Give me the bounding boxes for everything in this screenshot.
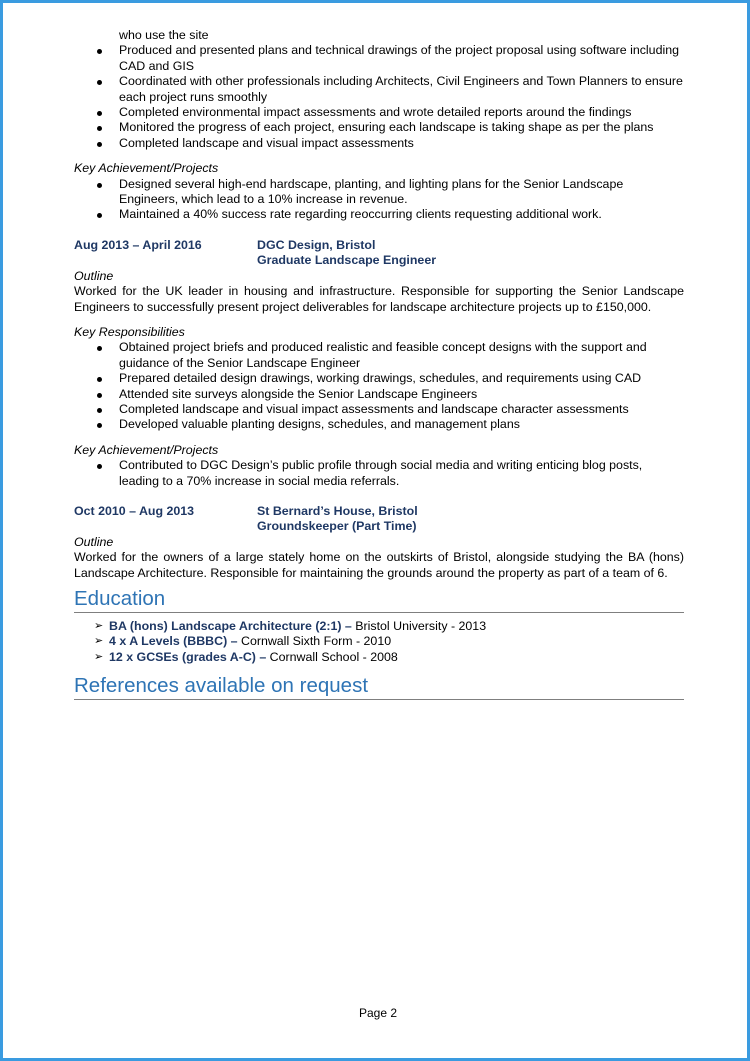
education-heading: Education	[74, 587, 684, 613]
job2-achievements	[74, 458, 684, 489]
list-item: Prepared detailed design drawings, working drawings, schedules, and requirements using CAD	[119, 371, 684, 386]
list-item	[109, 634, 684, 649]
list-item: Maintained a 40% success rate regarding reoccurring clients requesting additional work.	[119, 207, 684, 222]
qualification: 4 x A Levels (BBBC) –	[109, 634, 238, 649]
job1-achievements	[74, 177, 684, 223]
list-item: Developed valuable planting designs, schedules, and management plans	[119, 417, 684, 432]
list-item: Monitored the progress of each project, ensuring each landscape is taking shape as per the plans	[119, 120, 684, 135]
list-item: Attended site surveys alongside the Senior Landscape Engineers	[119, 387, 684, 402]
job2-achievements-heading: Key Achievement/Projects	[74, 442, 219, 457]
list-item: Designed several high-end hardscape, planting, and lighting plans for the Senior Landscape Engineers, which lead to a 10% increase in revenue.	[119, 177, 684, 208]
qualification-detail: Bristol University - 2013	[351, 619, 487, 633]
continued-text: who use the site	[119, 28, 209, 42]
job1-responsibilities	[74, 43, 684, 151]
job2-responsibilities-heading: Key Responsibilities	[74, 324, 185, 339]
qualification-detail: Cornwall Sixth Form - 2010	[237, 634, 392, 649]
job2-title: Graduate Landscape Engineer	[257, 253, 437, 268]
job2-dates: Aug 2013 – April 2016	[74, 237, 202, 252]
job3-outline: Worked for the owners of a large stately home on the outskirts of Bristol, alongside studying the BA (hons) Landscape Architecture. Responsible for maintaining the grounds around the property as part of a team of 6.	[74, 550, 684, 580]
job1-achievements-heading: Key Achievement/Projects	[74, 161, 219, 176]
cv-content	[74, 28, 684, 700]
job3-dates: Oct 2010 – Aug 2013	[74, 503, 195, 518]
job3-outline-heading: Outline	[74, 534, 114, 549]
list-item	[109, 619, 684, 634]
qualification: BA (hons) Landscape Architecture (2:1) –	[109, 619, 352, 633]
list-item: Contributed to DGC Design’s public profile through social media and writing enticing blog posts, leading to a 70% increase in social media referrals.	[119, 458, 684, 489]
list-item: Coordinated with other professionals including Architects, Civil Engineers and Town Planners to ensure each project runs smoothly	[119, 74, 683, 104]
list-item: Produced and presented plans and technical drawings of the project proposal using software including CAD and GIS	[119, 43, 684, 74]
qualification-detail: Cornwall School - 2008	[266, 649, 398, 664]
job3-company: St Bernard’s House, Bristol	[257, 503, 418, 518]
list-item: Completed landscape and visual impact assessments	[119, 136, 684, 151]
page-number: Page 2	[358, 1006, 398, 1020]
job3-header	[74, 504, 684, 535]
list-item: Completed landscape and visual impact assessments and landscape character assessments	[119, 402, 684, 417]
list-item: Completed environmental impact assessments and wrote detailed reports around the findings	[119, 105, 684, 120]
job2-outline: Worked for the UK leader in housing and infrastructure. Responsible for supporting the Senior Landscape Engineers to successfully present project deliverables for landscape architecture projects up to £150,000.	[74, 284, 684, 314]
references-heading: References available on request	[74, 674, 684, 700]
list-item: Obtained project briefs and produced realistic and feasible concept designs with the support and guidance of the Senior Landscape Engineer	[119, 340, 684, 371]
job2-responsibilities	[74, 340, 684, 432]
job3-title: Groundskeeper (Part Time)	[257, 519, 417, 534]
job2-company: DGC Design, Bristol	[257, 237, 376, 252]
job2-header	[74, 238, 684, 269]
list-item	[109, 650, 684, 665]
job2-outline-heading: Outline	[74, 268, 114, 283]
education-list	[74, 619, 684, 665]
qualification: 12 x GCSEs (grades A-C) –	[109, 649, 267, 664]
